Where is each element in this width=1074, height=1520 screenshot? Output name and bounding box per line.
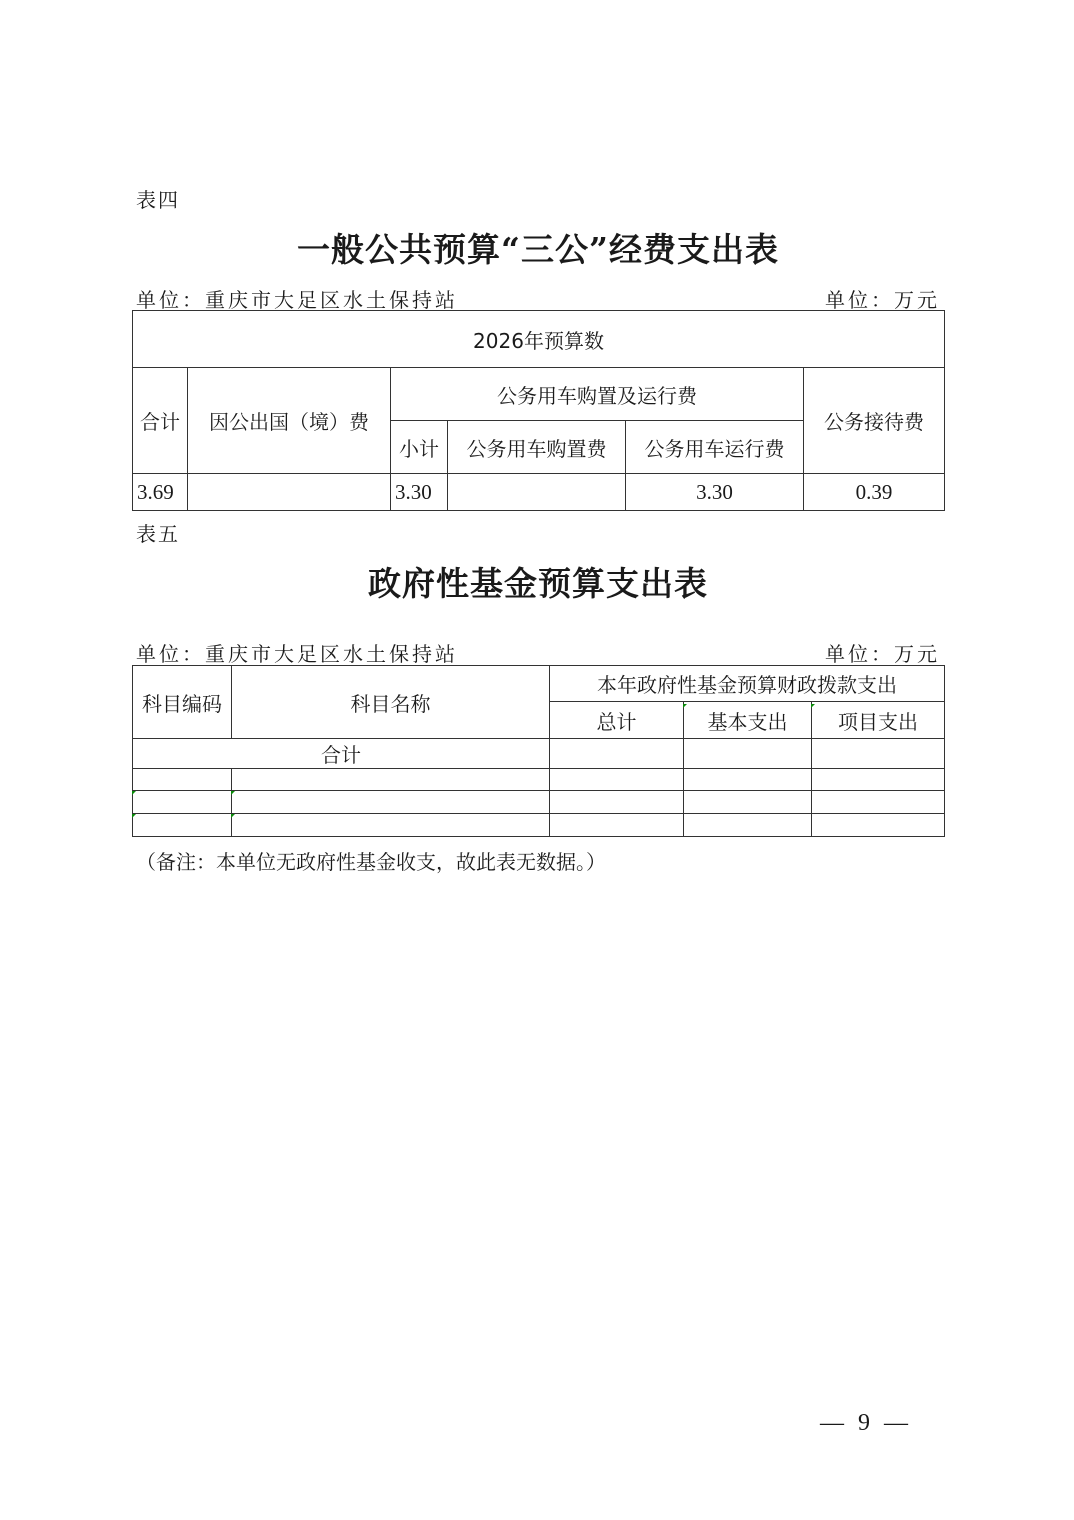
table-row [133,814,945,837]
header-budget-year: 2026年预算数 [133,311,945,368]
value-reception: 0.39 [804,474,945,511]
three-public-expenses-table [132,310,945,511]
header-vehicle-subtotal: 小计 [391,421,448,474]
cell-marker [683,704,687,708]
row-total-label: 合计 [133,739,550,769]
cell-marker [231,814,235,818]
table4-unit-currency: 单位：万元 [825,288,940,312]
value-vehicle-purchase [448,474,626,511]
cell-marker [811,704,815,708]
value-abroad [188,474,391,511]
cell-marker [231,791,235,795]
table4-unit-org: 单位：重庆市大足区水土保持站 [136,288,458,312]
government-fund-budget-table [132,665,945,837]
header-abroad-expense: 因公出国（境）费 [188,368,391,474]
value-vehicle-subtotal: 3.30 [391,474,448,511]
header-total: 合计 [133,368,188,474]
table-row [133,769,945,791]
header-grand-total: 总计 [550,702,684,739]
table5-unit-currency: 单位：万元 [825,642,940,666]
row-total-basic [684,739,812,769]
table5-note: （备注：本单位无政府性基金收支，故此表无数据。） [136,850,606,874]
header-subject-name: 科目名称 [232,666,550,739]
table4-label: 表四 [136,188,180,212]
header-basic-expenditure: 基本支出 [684,702,812,739]
header-vehicle-operation: 公务用车运行费 [626,421,804,474]
header-vehicle-purchase: 公务用车购置费 [448,421,626,474]
value-vehicle-operation: 3.30 [626,474,804,511]
cell-marker [132,814,136,818]
header-fund-expenditure: 本年政府性基金预算财政拨款支出 [550,666,945,702]
row-total-project [812,739,945,769]
page-number: — 9 — [820,1410,912,1436]
table5-unit-row [136,638,940,667]
table5-title: 政府性基金预算支出表 [368,564,708,603]
table5-label: 表五 [136,522,180,546]
row-total-grand [550,739,684,769]
value-total: 3.69 [133,474,188,511]
table4-unit-row [136,284,940,313]
header-subject-code: 科目编码 [133,666,232,739]
table4-title: 一般公共预算“三公”经费支出表 [297,230,779,269]
cell-marker [132,791,136,795]
table5-unit-org: 单位：重庆市大足区水土保持站 [136,642,458,666]
header-reception-expense: 公务接待费 [804,368,945,474]
header-vehicle-expense: 公务用车购置及运行费 [391,368,804,421]
header-project-expenditure: 项目支出 [812,702,945,739]
table-row [133,791,945,814]
